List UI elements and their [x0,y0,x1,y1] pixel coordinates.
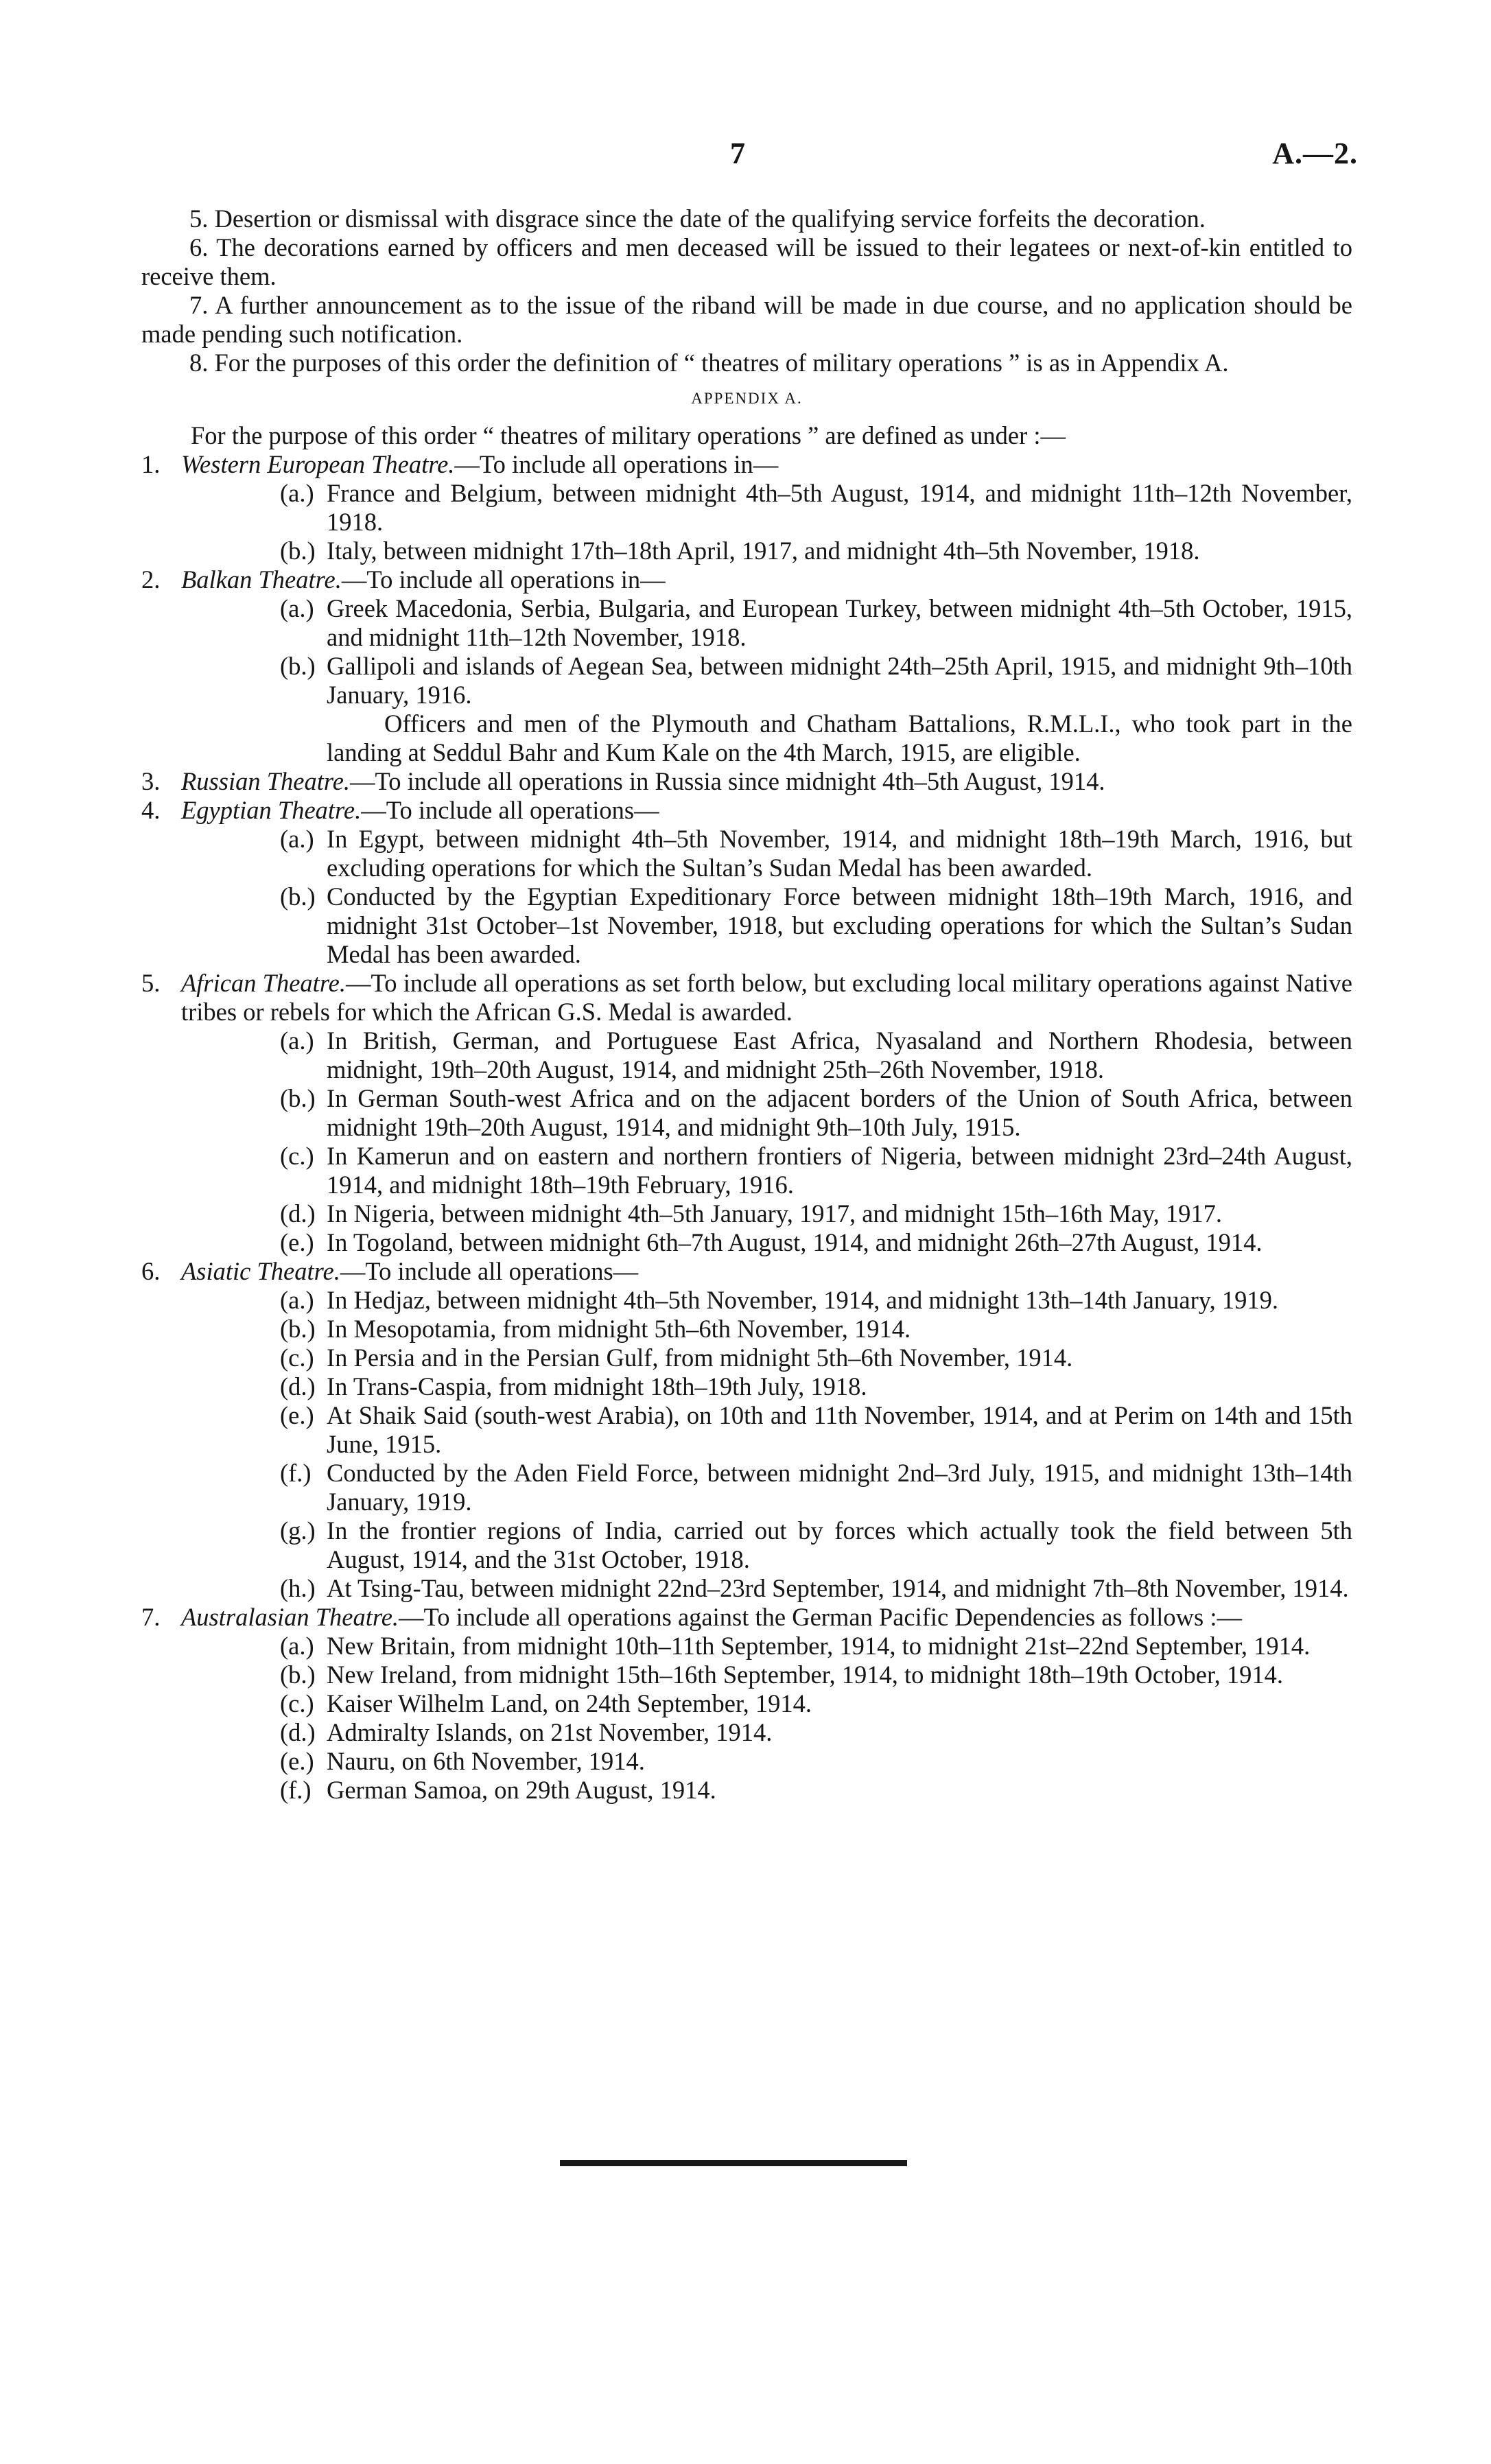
item-text: In Mesopotamia, from midnight 5th–6th November, 1914. [327,1315,911,1343]
theatre-egyptian [141,796,1352,969]
paragraph-8: 8. For the purposes of this order the definition of “ theatres of military operations ” is as in Appendix A. [189,349,1229,377]
list-item [141,825,1352,882]
theatre-western-european [141,450,1352,565]
item-text: In German South-west Africa and on the adjacent borders of the Union of South Africa, between midnight 19th–20th August, 1914, and midnight 9th–10th July, 1915. [327,1084,1352,1141]
list-item [141,652,1352,709]
list-item [141,479,1352,537]
list-item [141,1632,1352,1661]
theatre-name: Western European Theatre. [181,450,455,478]
item-label: (f.) [280,1776,312,1804]
list-item [141,882,1352,969]
item-text: Conducted by the Egyptian Expeditionary Force between midnight 18th–19th March, 1916, and midnight 31st October–1st November, 1918, but excluding operations for which the Sultan’s Sudan Medal has been awarded. [327,882,1352,968]
item-text: Kaiser Wilhelm Land, on 24th September, 1914. [327,1689,812,1717]
list-item [141,1372,1352,1401]
theatre-name: Asiatic Theatre. [181,1257,340,1285]
paragraph-5: 5. Desertion or dismissal with disgrace since the date of the qualifying service forfeits the decoration. [189,204,1206,233]
theatre-number: 4. [141,796,161,824]
item-text: Nauru, on 6th November, 1914. [327,1747,645,1775]
item-text: Italy, between midnight 17th–18th April, 1917, and midnight 4th–5th November, 1918. [327,537,1200,565]
item-text: New Ireland, from midnight 15th–16th September, 1914, to midnight 18th–19th October, 1914. [327,1661,1284,1689]
item-label: (b.) [280,882,316,911]
item-label: (a.) [280,825,314,853]
list-item [141,1516,1352,1574]
item-text: In Trans-Caspia, from midnight 18th–19th July, 1918. [327,1372,867,1400]
item-text: Admiralty Islands, on 21st November, 1914. [327,1718,773,1746]
item-label: (h.) [280,1574,316,1602]
theatre-number: 5. [141,969,161,997]
item-label: (b.) [280,537,316,565]
theatre-heading [141,565,1352,594]
item-label: (e.) [280,1228,314,1256]
theatre-text: —To include all operations— [340,1257,639,1285]
theatre-african [141,969,1352,1257]
item-label: (a.) [280,594,314,622]
list-item [141,1228,1352,1257]
theatre-heading [141,1257,1352,1286]
appendix-intro: For the purpose of this order “ theatres of military operations ” are defined as under :— [191,421,1066,449]
theatre-balkan [141,565,1352,767]
list-item [141,1142,1352,1199]
list-item [141,1315,1352,1344]
paragraph-6: 6. The decorations earned by officers and men deceased will be issued to their legatees or next-of-kin entitled to receive them. [141,233,1352,290]
appendix-title: APPENDIX A. [691,390,803,407]
item-text: In Kamerun and on eastern and northern frontiers of Nigeria, between midnight 23rd–24th August, 1914, and midnight 18th–19th February, 1916. [327,1142,1352,1199]
item-label: (e.) [280,1747,314,1775]
theatre-heading [141,1603,1352,1632]
list-item [141,1401,1352,1459]
theatre-heading [141,450,1352,479]
item-label: (d.) [280,1372,316,1400]
item-label: (c.) [280,1689,314,1717]
item-label: (c.) [280,1142,314,1170]
item-text: In Togoland, between midnight 6th–7th August, 1914, and midnight 26th–27th August, 1914. [327,1228,1263,1256]
list-item [141,1689,1352,1718]
theatre-australasian [141,1603,1352,1805]
item-label: (g.) [280,1516,316,1545]
item-text: Greek Macedonia, Serbia, Bulgaria, and European Turkey, between midnight 4th–5th October, 1915, and midnight 11th–12th November, 1918. [327,594,1352,651]
item-text: In Egypt, between midnight 4th–5th November, 1914, and midnight 18th–19th March, 1916, but excluding operations for which the Sultan’s Sudan Medal has been awarded. [327,825,1352,882]
theatre-heading [141,796,1352,825]
theatre-number: 3. [141,767,161,795]
item-text: In the frontier regions of India, carried out by forces which actually took the field between 5th August, 1914, and the 31st October, 1918. [327,1516,1352,1573]
item-text: At Shaik Said (south-west Arabia), on 10th and 11th November, 1914, and at Perim on 14th and 15th June, 1915. [327,1401,1352,1458]
item-text: In Persia and in the Persian Gulf, from midnight 5th–6th November, 1914. [327,1344,1073,1372]
theatre-heading [141,969,1352,1026]
item-text: New Britain, from midnight 10th–11th September, 1914, to midnight 21st–22nd September, 1914. [327,1632,1311,1660]
theatre-russian [141,767,1352,796]
item-text: German Samoa, on 29th August, 1914. [327,1776,716,1804]
item-label: (d.) [280,1718,316,1746]
paragraph-7: 7. A further announcement as to the issue of the riband will be made in due course, and no application should be made pending such notification. [141,291,1352,348]
theatre-asiatic [141,1257,1352,1603]
item-label: (e.) [280,1401,314,1429]
list-item [141,1026,1352,1084]
list-item [141,594,1352,652]
list-item [141,1286,1352,1315]
item-text: In Nigeria, between midnight 4th–5th January, 1917, and midnight 15th–16th May, 1917. [327,1199,1223,1228]
item-label: (b.) [280,1084,316,1112]
item-label: (a.) [280,479,314,507]
item-label: (d.) [280,1199,316,1228]
list-item [141,1084,1352,1142]
theatre-text: —To include all operations— [361,796,659,824]
item-label: (b.) [280,1661,316,1689]
list-item [141,1344,1352,1372]
theatre-name: Egyptian Theatre. [181,796,362,824]
list-item [141,1747,1352,1776]
item-label: (a.) [280,1632,314,1660]
list-item [141,1199,1352,1228]
theatre-text: —To include all operations as set forth below, but excluding local military operations against Native tribes or rebels for which the African G.S. Medal is awarded. [181,969,1352,1026]
item-label: (a.) [280,1026,314,1055]
page-number: 7 [730,137,745,170]
theatre-name: Balkan Theatre. [181,565,342,594]
theatre-number: 7. [141,1603,161,1631]
theatre-text: —To include all operations against the German Pacific Dependencies as follows :— [399,1603,1242,1631]
item-label: (a.) [280,1286,314,1314]
theatre-text: —To include all operations in Russia since midnight 4th–5th August, 1914. [350,767,1105,795]
list-item [141,1459,1352,1516]
list-item [141,1718,1352,1747]
list-item [141,537,1352,565]
page-body [141,204,1352,1805]
item-text: In Hedjaz, between midnight 4th–5th November, 1914, and midnight 13th–14th January, 1919. [327,1286,1278,1314]
item-label: (b.) [280,652,316,680]
theatre-name: Australasian Theatre. [181,1603,399,1631]
end-rule [560,2160,907,2166]
theatre-number: 6. [141,1257,161,1285]
list-item [141,1776,1352,1805]
list-item [141,1661,1352,1689]
item-text: France and Belgium, between midnight 4th–5th August, 1914, and midnight 11th–12th November, 1918. [327,479,1352,536]
theatre-text: —To include all operations in— [341,565,666,594]
theatre-heading [141,767,1352,796]
theatre-number: 1. [141,450,161,478]
item-text: Conducted by the Aden Field Force, between midnight 2nd–3rd July, 1915, and midnight 13th–14th January, 1919. [327,1459,1352,1516]
theatre-name: Russian Theatre. [181,767,351,795]
theatre-number: 2. [141,565,161,594]
item-label: (c.) [280,1344,314,1372]
document-reference: A.—2. [1272,137,1358,170]
theatre-text: —To include all operations in— [454,450,779,478]
theatre-name: African Theatre. [181,969,347,997]
item-label: (f.) [280,1459,312,1487]
item-text: At Tsing-Tau, between midnight 22nd–23rd September, 1914, and midnight 7th–8th November, 1914. [327,1574,1349,1602]
item-text: In British, German, and Portuguese East Africa, Nyasaland and Northern Rhodesia, between midnight, 19th–20th August, 1914, and midnight 25th–26th November, 1918. [327,1026,1352,1083]
eligibility-note: Officers and men of the Plymouth and Chatham Battalions, R.M.L.I., who took part in the landing at Seddul Bahr and Kum Kale on the 4th March, 1915, are eligible. [327,709,1352,766]
list-item [141,1574,1352,1603]
item-text: Gallipoli and islands of Aegean Sea, between midnight 24th–25th April, 1915, and midnight 9th–10th January, 1916. [327,652,1352,709]
item-label: (b.) [280,1315,316,1343]
